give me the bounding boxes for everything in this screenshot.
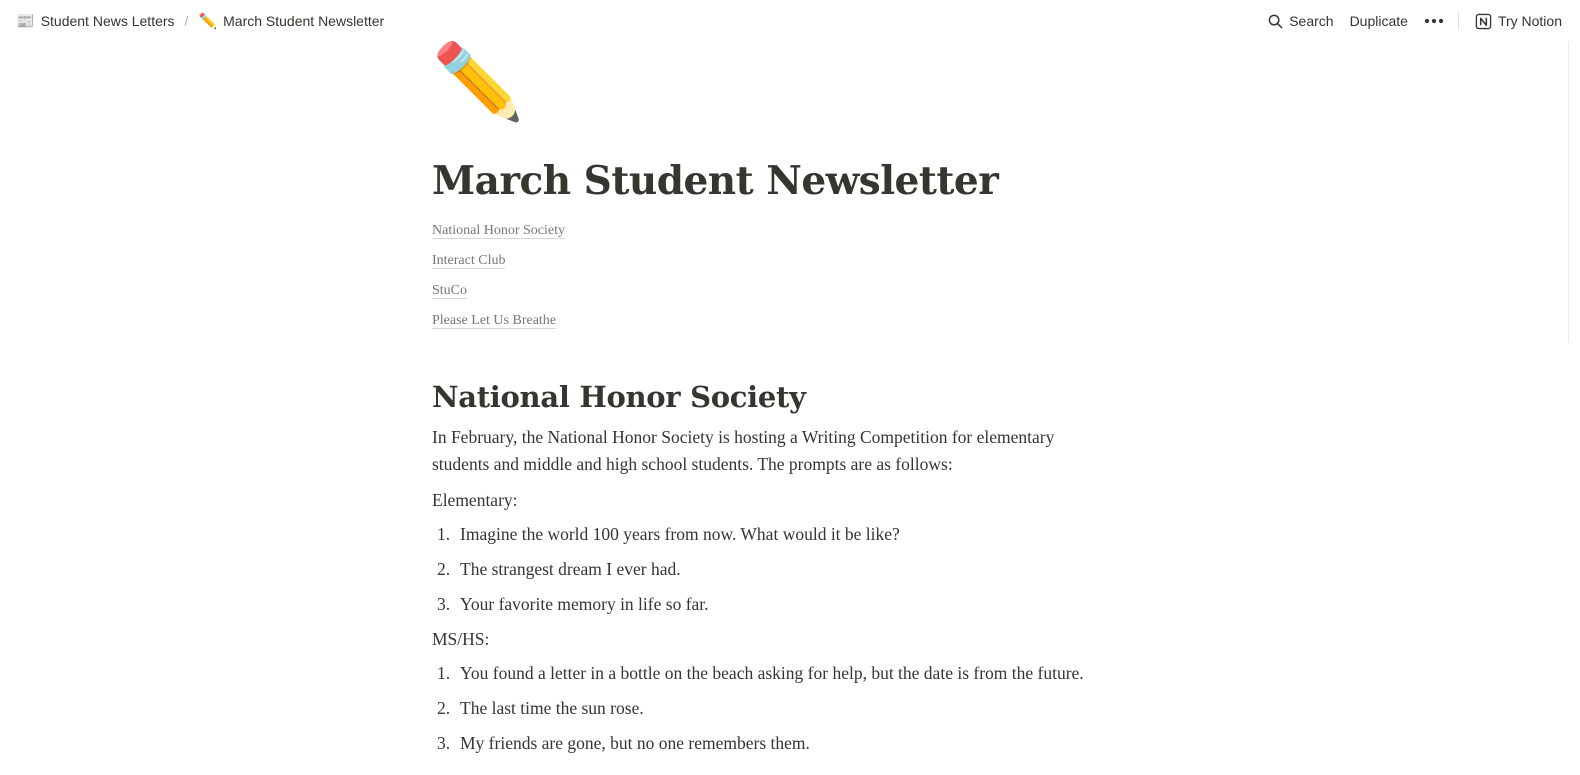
toc-link-interact-club[interactable]: Interact Club — [432, 252, 506, 268]
try-notion-label: Try Notion — [1497, 13, 1562, 29]
duplicate-label: Duplicate — [1349, 13, 1408, 29]
list-number: 2. — [437, 559, 451, 580]
list-item-text: Imagine the world 100 years from now. What would it be like? — [460, 524, 900, 545]
table-of-contents — [432, 223, 1132, 343]
list-item — [432, 521, 1132, 556]
toc-item — [432, 223, 1132, 253]
page-title: March Student Newsletter — [432, 158, 999, 204]
list-number: 1. — [437, 663, 451, 684]
list-item-text: The last time the sun rose. — [460, 698, 644, 719]
top-bar — [0, 0, 1580, 42]
elementary-prompts-list — [432, 521, 1132, 626]
list-item — [432, 660, 1132, 695]
toc-link-national-honor-society[interactable]: National Honor Society — [432, 222, 565, 238]
pencil-icon: ✏️ — [198, 12, 218, 30]
list-number: 2. — [437, 698, 451, 719]
more-options-button[interactable] — [1416, 15, 1452, 27]
section-heading-national-honor-society: National Honor Society — [432, 379, 806, 414]
toc-link-stuco[interactable]: StuCo — [432, 282, 468, 298]
list-item-text: My friends are gone, but no one remembers them. — [460, 733, 810, 754]
list-item — [432, 556, 1132, 591]
search-icon — [1268, 14, 1283, 29]
toc-link-please-let-us-breathe[interactable]: Please Let Us Breathe — [432, 312, 557, 328]
list-item — [432, 730, 1132, 765]
notion-logo-icon — [1475, 13, 1492, 30]
topbar-divider — [1458, 12, 1459, 30]
search-label: Search — [1289, 13, 1334, 29]
list-number: 3. — [437, 594, 451, 615]
list-item — [432, 591, 1132, 626]
search-button[interactable] — [1260, 10, 1341, 32]
list-number: 3. — [437, 733, 451, 754]
list-item-text: Your favorite memory in life so far. — [460, 594, 709, 615]
try-notion-button[interactable] — [1467, 10, 1570, 33]
breadcrumb-item-march-student-newsletter[interactable] — [194, 11, 388, 31]
mshs-label: MS/HS: — [432, 629, 490, 650]
elementary-label: Elementary: — [432, 490, 518, 511]
more-icon — [1424, 18, 1444, 24]
breadcrumb-label: Student News Letters — [40, 13, 175, 29]
page-icon-pencil[interactable]: ✏️ — [432, 42, 525, 124]
toc-item — [432, 283, 1132, 313]
list-number: 1. — [437, 524, 451, 545]
breadcrumb-label: March Student Newsletter — [223, 13, 385, 29]
breadcrumb — [12, 11, 388, 31]
breadcrumb-separator: / — [184, 13, 189, 29]
breadcrumb-item-student-news-letters[interactable] — [12, 11, 179, 31]
scrollbar-track — [1568, 42, 1569, 342]
newspaper-icon: 📰 — [16, 12, 35, 30]
topbar-actions — [1260, 10, 1570, 33]
mshs-prompts-list — [432, 660, 1132, 765]
section-intro-paragraph: In February, the National Honor Society is hosting a Writing Competition for elementary students and middle and high school students. The prompts are as follows: — [432, 427, 1055, 475]
list-item — [432, 695, 1132, 730]
duplicate-button[interactable] — [1342, 10, 1416, 32]
toc-item — [432, 313, 1132, 343]
list-item-text: The strangest dream I ever had. — [460, 559, 681, 580]
list-item-text: You found a letter in a bottle on the beach asking for help, but the date is from the future. — [460, 663, 1084, 684]
page-content — [432, 42, 1132, 765]
toc-item — [432, 253, 1132, 283]
